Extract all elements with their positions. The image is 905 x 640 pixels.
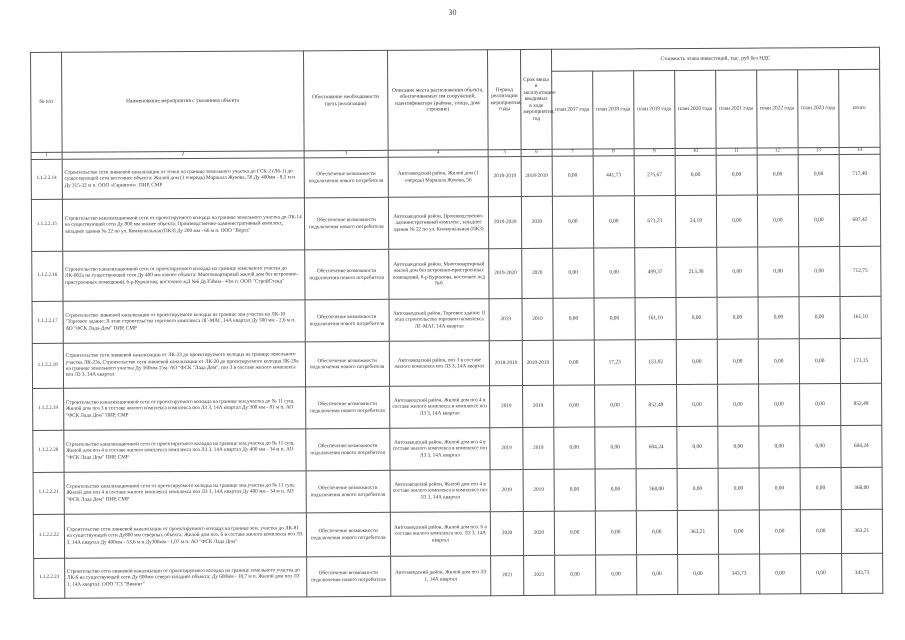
table-row bbox=[31, 194, 880, 251]
header-payback: Срок ввода в эксплуатацию вводимых в ходе мероприятия, год bbox=[521, 49, 552, 149]
row-period: 2019 bbox=[490, 385, 523, 427]
row-value: 161,10 bbox=[635, 298, 676, 340]
row-justification: Обеспечение возможности подключения нового потребителя bbox=[304, 249, 388, 300]
row-justification: Обеспечение возможности подключения нового потребителя bbox=[305, 299, 389, 342]
row-value: 0,00 bbox=[798, 195, 839, 247]
row-location: Автозаводский район, Жилой дом (1 очередь) Маршала Жукова, 5б bbox=[388, 157, 489, 198]
row-value: 0,00 bbox=[676, 339, 717, 384]
row-index: 1.1.2.2.20 bbox=[33, 430, 64, 472]
header-cost-group: Стоимость этапа инвестиций, тыс. руб без НДС bbox=[551, 47, 879, 71]
row-index: 1.1.2.2.18 bbox=[32, 343, 63, 388]
row-value: 17,23 bbox=[594, 340, 635, 385]
row-payback: 2020 bbox=[522, 248, 553, 298]
row-value: 0,00 bbox=[553, 385, 594, 427]
row-total: 363,21 bbox=[841, 509, 882, 553]
column-number: 3 bbox=[304, 150, 388, 158]
row-location: Автозаводский район, Жилой дом поз 4 в составе жилого комплекса в комплексе поз ЛЗ 3, 14А квартал bbox=[390, 470, 491, 513]
investment-table bbox=[30, 47, 883, 599]
row-value: 0,00 bbox=[798, 247, 839, 297]
row-justification: Обеспечение возможности подключения нового потребителя bbox=[306, 556, 390, 597]
row-justification: Обеспечение возможности подключения нового потребителя bbox=[306, 428, 390, 471]
column-number: 10 bbox=[675, 148, 716, 155]
row-value: 0,00 bbox=[554, 555, 595, 595]
row-period: 2021 bbox=[491, 555, 524, 595]
row-index: 1.1.2.2.16 bbox=[32, 251, 63, 301]
table-row bbox=[32, 338, 881, 388]
column-number: 7 bbox=[552, 149, 593, 156]
row-value: 0,00 bbox=[552, 196, 593, 248]
row-value: 0,00 bbox=[716, 195, 757, 247]
column-number: 13 bbox=[798, 148, 839, 155]
row-value: 0,00 bbox=[800, 426, 841, 468]
row-payback: 2019 bbox=[523, 427, 554, 469]
row-period: 2019-2020 bbox=[489, 197, 522, 249]
header-year: план 2022 года bbox=[756, 70, 797, 148]
row-value: 0,00 bbox=[757, 195, 798, 247]
row-value: 604,24 bbox=[636, 427, 677, 469]
row-value: 0,00 bbox=[595, 427, 636, 469]
row-value: 0,00 bbox=[800, 510, 841, 554]
row-period: 2018-2019 bbox=[490, 340, 523, 385]
row-name: Строительство канализационной сети от проектируемого колодца на границе земельного участка до ЛК-0б2а на существующей сети Ду 400 мм южнее объекта: Многоквартирный жилой дом без встроенно-пристроенных помещений, б-р Курчатова, восточнее жД №6 Ду350мм - 43м п. ООО "СтройСтанд" bbox=[62, 250, 304, 301]
column-number: 2 bbox=[62, 151, 304, 159]
row-period: 2019 bbox=[489, 298, 522, 340]
row-name: Строительство сети ливневой канализации от ЛК-23 до проектируемого колодца на границе земельного участка ЛК-23а. Строительство сети ливневой канализации от ЛК-20 до проектируемого колодца ЛК-20а на границе земельного участка Ду 160мм-15м. АО "ФСК "Лада Дом", поз 3 в составе жилого комплекса поз ЛЗ 3, 14А квартал bbox=[63, 342, 305, 388]
row-value: 0,00 bbox=[677, 468, 718, 510]
table-row bbox=[32, 296, 881, 343]
row-location: Автозаводский район, Многоквартирный жилой дом без встроенно-пристроенных помещений, б-р Курчатова, восточнее ж/д №6 bbox=[388, 249, 489, 300]
row-value: 24,19 bbox=[675, 195, 716, 247]
row-payback: 2019 bbox=[523, 385, 554, 427]
row-value: 0,00 bbox=[717, 384, 758, 426]
row-justification: Обеспечение возможности подключения нового потребителя bbox=[306, 512, 390, 557]
table-row bbox=[33, 509, 882, 558]
row-value: 0,00 bbox=[799, 297, 840, 339]
row-value: 441,73 bbox=[593, 156, 634, 196]
row-payback: 2020 bbox=[521, 196, 552, 248]
row-location: Автозаводский район, Жилой дом поз. 6 в составе жилого комплекса поз. ЛЗ 3, 14А квартал bbox=[390, 512, 491, 557]
table-row bbox=[32, 246, 881, 301]
row-value: 0,00 bbox=[759, 468, 800, 510]
row-value: 343,73 bbox=[718, 554, 759, 594]
row-total: 852,49 bbox=[840, 383, 881, 425]
row-value: 0,00 bbox=[595, 555, 636, 595]
row-value: 673,23 bbox=[634, 196, 675, 248]
row-name: Строительство канализационной сети от проектируемого колодца на границе зем.участка до № 11 сущ. Жилой дом поз 3 в составе жилого комплекса комплекса поз ЛЗ 3, 14А квартал Ду 300 мм - 81 м п. АО "ФСК Лада Дом" ПИР, СМР bbox=[63, 387, 305, 430]
header-year: план 2018 года bbox=[592, 71, 633, 149]
table-row bbox=[33, 383, 882, 430]
row-value: 0,00 bbox=[595, 469, 636, 511]
row-location: Автозаводский район, Торговое здание: II этап строительства торгового комплекса ЛГ-МАГ, 14А квартал bbox=[389, 299, 490, 342]
row-value: 0,00 bbox=[799, 339, 840, 384]
row-index: 1.1.2.2.22 bbox=[33, 514, 64, 558]
header-name: Наименование мероприятия с указанием объекта bbox=[61, 51, 304, 152]
row-index: 1.1.2.2.15 bbox=[31, 199, 62, 251]
row-value: 0,00 bbox=[799, 384, 840, 426]
row-name: Строительство ливневой канализации от проектируемого колодца на границе зем.участка на ЛК-10 "Торговое здание: II этап строительства торгового комплекса ЛГ-МАГ, 14А квартал Ду 500 мм - 2,6 м п. АО "ФСК Лада-Дом" ПИР, СМР bbox=[63, 300, 305, 343]
row-value: 0,00 bbox=[552, 156, 593, 196]
header-total: итого bbox=[838, 69, 880, 147]
row-total: 171,15 bbox=[840, 338, 881, 383]
row-justification: Обеспечение возможности подключения нового потребителя bbox=[306, 470, 390, 513]
header-idx: № п/п bbox=[31, 52, 62, 152]
header-justification: Обоснование необходимости (цель реализации) bbox=[303, 50, 388, 151]
row-value: 0,00 bbox=[757, 155, 798, 195]
row-name: Строительство сети ливневой канализации от точки на границе земельного участка до ГСК-2 (Л6-1) до существующей сети восточнее объекта: Жилой дом (1 очередь) Маршала Жукова, 5б Ду 400мм - 8,5 м и Ду 315-32 м п. ООО «Гарнизон». ПИР, СМР bbox=[62, 158, 304, 199]
row-value: 0,00 bbox=[759, 426, 800, 468]
row-value: 0,00 bbox=[757, 247, 798, 297]
row-value: 0,00 bbox=[718, 510, 759, 554]
row-value: 0,00 bbox=[553, 340, 594, 385]
row-value: 0,00 bbox=[758, 339, 799, 384]
row-value: 0,00 bbox=[800, 554, 841, 594]
row-period: 2019 bbox=[490, 469, 523, 511]
row-value: 368,00 bbox=[636, 469, 677, 511]
row-value: 275,67 bbox=[634, 156, 675, 196]
column-number: 5 bbox=[488, 150, 521, 157]
row-value: 0,00 bbox=[716, 247, 757, 297]
row-justification: Обеспечение возможности подключения нового потребителя bbox=[304, 197, 388, 250]
table-body bbox=[31, 154, 883, 598]
row-name: Строительство сети ливневой канализации от проектируемого колодца на границе земельного участка до ЛК-6 на существующей сети Ду 600мм северо-западнее объекта: Ду 600мм - 18,7 м п. Жилой дом поз ЛЗ 1, 14А квартал. ООО "СЗ "Викинг" bbox=[64, 557, 306, 598]
row-name: Строительство канализационной сети от проектируемого колодца на границе зем.участка до № 11 сущ. Жилой дом поз 4 в составе жилого комплекса комплекса поз ЛЗ 3, 14А квартал Ду 400 мм - 34 м п. АО "ФСК Лада Дом" ПИР, СМР bbox=[64, 429, 306, 472]
row-value: 153,92 bbox=[635, 340, 676, 385]
row-payback: 2019 bbox=[522, 298, 553, 340]
header-location: Описание места расположения объекта, обеспечиваемых им сооружений, идентификатора (района, улица, дом/строение) bbox=[387, 50, 488, 151]
row-value: 0,00 bbox=[677, 554, 718, 594]
row-location: Автозаводский район, Жилой дом поз 4 в составе жилого комплекса в комплексе поз ЛЗ 3, 14А квартал bbox=[389, 386, 490, 429]
row-value: 363,21 bbox=[677, 510, 718, 554]
row-total: 161,10 bbox=[840, 296, 881, 338]
row-value: 0,00 bbox=[594, 298, 635, 340]
row-total: 343,73 bbox=[841, 553, 882, 593]
row-period: 2020 bbox=[491, 511, 524, 555]
row-justification: Обеспечение возможности подключения нового потребителя bbox=[304, 157, 388, 198]
row-location: Автозаводский район, Жилой дом поз ЛЗ 1, 14А квартал bbox=[390, 556, 491, 597]
row-value: 0,00 bbox=[636, 555, 677, 595]
row-value: 0,00 bbox=[677, 426, 718, 468]
row-value: 0,00 bbox=[636, 511, 677, 555]
row-location: Автозаводский район, Жилой дом поз 4 в составе жилого комплекса в комплексе поз ЛЗ 3, 14А квартал bbox=[390, 428, 491, 471]
row-total: 717,40 bbox=[839, 154, 880, 194]
row-value: 0,00 bbox=[800, 468, 841, 510]
row-value: 0,00 bbox=[718, 426, 759, 468]
row-index: 1.1.2.2.19 bbox=[33, 388, 64, 430]
row-period: 2018-2019 bbox=[488, 157, 521, 197]
column-number: 4 bbox=[388, 150, 489, 158]
row-value: 0,00 bbox=[758, 297, 799, 339]
row-name: Строительство сети ливневой канализации от проектируемого колодца на границе зем. участка до ЛК-81 на существующей сети Ду800 мм северных объекта: Жилой дом поз. 6 в составе жилого комплекса поз ЛЗ 3, 14А квартал Ду 400мм - 53,6 м и Ду300мм - 1,07 м п. АО "ФСК Лада Дом" bbox=[64, 513, 306, 558]
row-value: 0,00 bbox=[593, 248, 634, 298]
row-total: 368,00 bbox=[841, 467, 882, 509]
column-number: 9 bbox=[634, 149, 675, 156]
row-justification: Обеспечение возможности подключения нового потребителя bbox=[305, 386, 389, 429]
row-value: 0,00 bbox=[676, 297, 717, 339]
row-value: 0,00 bbox=[554, 427, 595, 469]
row-payback: 2019 bbox=[523, 469, 554, 511]
header-year: план 2019 года bbox=[633, 71, 674, 149]
column-number: 14 bbox=[839, 147, 880, 154]
row-value: 0,00 bbox=[758, 384, 799, 426]
header-year: план 2021 года bbox=[715, 70, 756, 148]
row-index: 1.1.2.2.17 bbox=[32, 301, 63, 343]
row-justification: Обеспечение возможности подключения нового потребителя bbox=[305, 341, 389, 387]
row-value: 0,00 bbox=[717, 339, 758, 384]
column-number: 6 bbox=[521, 149, 552, 156]
row-value: 0,00 bbox=[593, 196, 634, 248]
row-total: 712,75 bbox=[839, 246, 881, 296]
row-period: 2019-2020 bbox=[489, 248, 522, 298]
table-row bbox=[33, 425, 882, 472]
row-total: 604,24 bbox=[841, 425, 882, 467]
row-payback: 2018-2019 bbox=[521, 156, 552, 196]
header-year: план 2020 года bbox=[674, 70, 715, 148]
row-location: Автозаводский район, поз 3 в составе жилого комплекса поз ЛЗ 3, 14А квартал bbox=[389, 341, 490, 387]
row-value: 0,00 bbox=[595, 511, 636, 555]
row-value: 0,00 bbox=[594, 385, 635, 427]
row-index: 1.1.2.2.14 bbox=[31, 159, 62, 199]
column-number: 11 bbox=[716, 148, 757, 155]
row-name: Строительство канализационной сети от проектируемого колодца на границе земельного участка до ЛК-14 на существующей сети Ду 800 мм южнее объекта: Производственно-административный комплекс, западнее здания № 22 по ул. Коммунальная (ПКЗ) Ду 200 мм - 66 м п. ООО "Ворта" bbox=[62, 198, 304, 251]
column-number: 8 bbox=[593, 149, 634, 156]
table-row bbox=[31, 154, 880, 199]
column-number: 12 bbox=[757, 148, 798, 155]
row-value: 0,00 bbox=[716, 155, 757, 195]
row-value: 499,37 bbox=[634, 248, 675, 298]
row-value: 0,00 bbox=[759, 510, 800, 554]
row-total: 697,42 bbox=[839, 194, 881, 246]
table-row bbox=[34, 553, 883, 598]
row-value: 213,38 bbox=[675, 247, 716, 297]
row-value: 852,49 bbox=[635, 385, 676, 427]
row-value: 0,00 bbox=[798, 155, 839, 195]
header-period: Период реализации мероприятия, годы bbox=[488, 50, 521, 150]
row-value: 0,00 bbox=[717, 297, 758, 339]
row-location: Автозаводский район, Производственно-административный комплекс, западнее здания № 22 по ул. Коммунальная (ПКЗ) bbox=[388, 197, 489, 250]
row-name: Строительство канализационной сети от проектируемого колодца на границе зем.участка до № 11 сущ. Жилой дом поз 4 в составе жилого комплекса комплекса поз ЛЗ 3, 14А квартал Ду 400 мм - 34 м п. АО "ФСК Лада Дом" ПИР, СМР bbox=[64, 471, 306, 514]
header-year: план 2017 года bbox=[551, 71, 592, 149]
page-number: 30 bbox=[448, 8, 457, 17]
row-index: 1.1.2.2.23 bbox=[34, 558, 65, 598]
row-payback: 2020 bbox=[523, 511, 554, 555]
column-number: 1 bbox=[31, 152, 62, 159]
row-value: 0,00 bbox=[552, 248, 593, 298]
row-value: 0,00 bbox=[759, 554, 800, 594]
row-value: 0,00 bbox=[675, 155, 716, 195]
row-payback: 2018-2019 bbox=[522, 340, 553, 385]
row-payback: 2021 bbox=[524, 555, 555, 595]
row-value: 0,00 bbox=[553, 298, 594, 340]
row-value: 0,00 bbox=[718, 468, 759, 510]
row-period: 2019 bbox=[490, 427, 523, 469]
row-value: 0,00 bbox=[554, 469, 595, 511]
row-value: 0,00 bbox=[676, 384, 717, 426]
row-index: 1.1.2.2.21 bbox=[33, 472, 64, 514]
header-year: план 2023 года bbox=[797, 70, 838, 148]
table-row bbox=[33, 467, 882, 514]
row-value: 0,00 bbox=[554, 511, 595, 555]
